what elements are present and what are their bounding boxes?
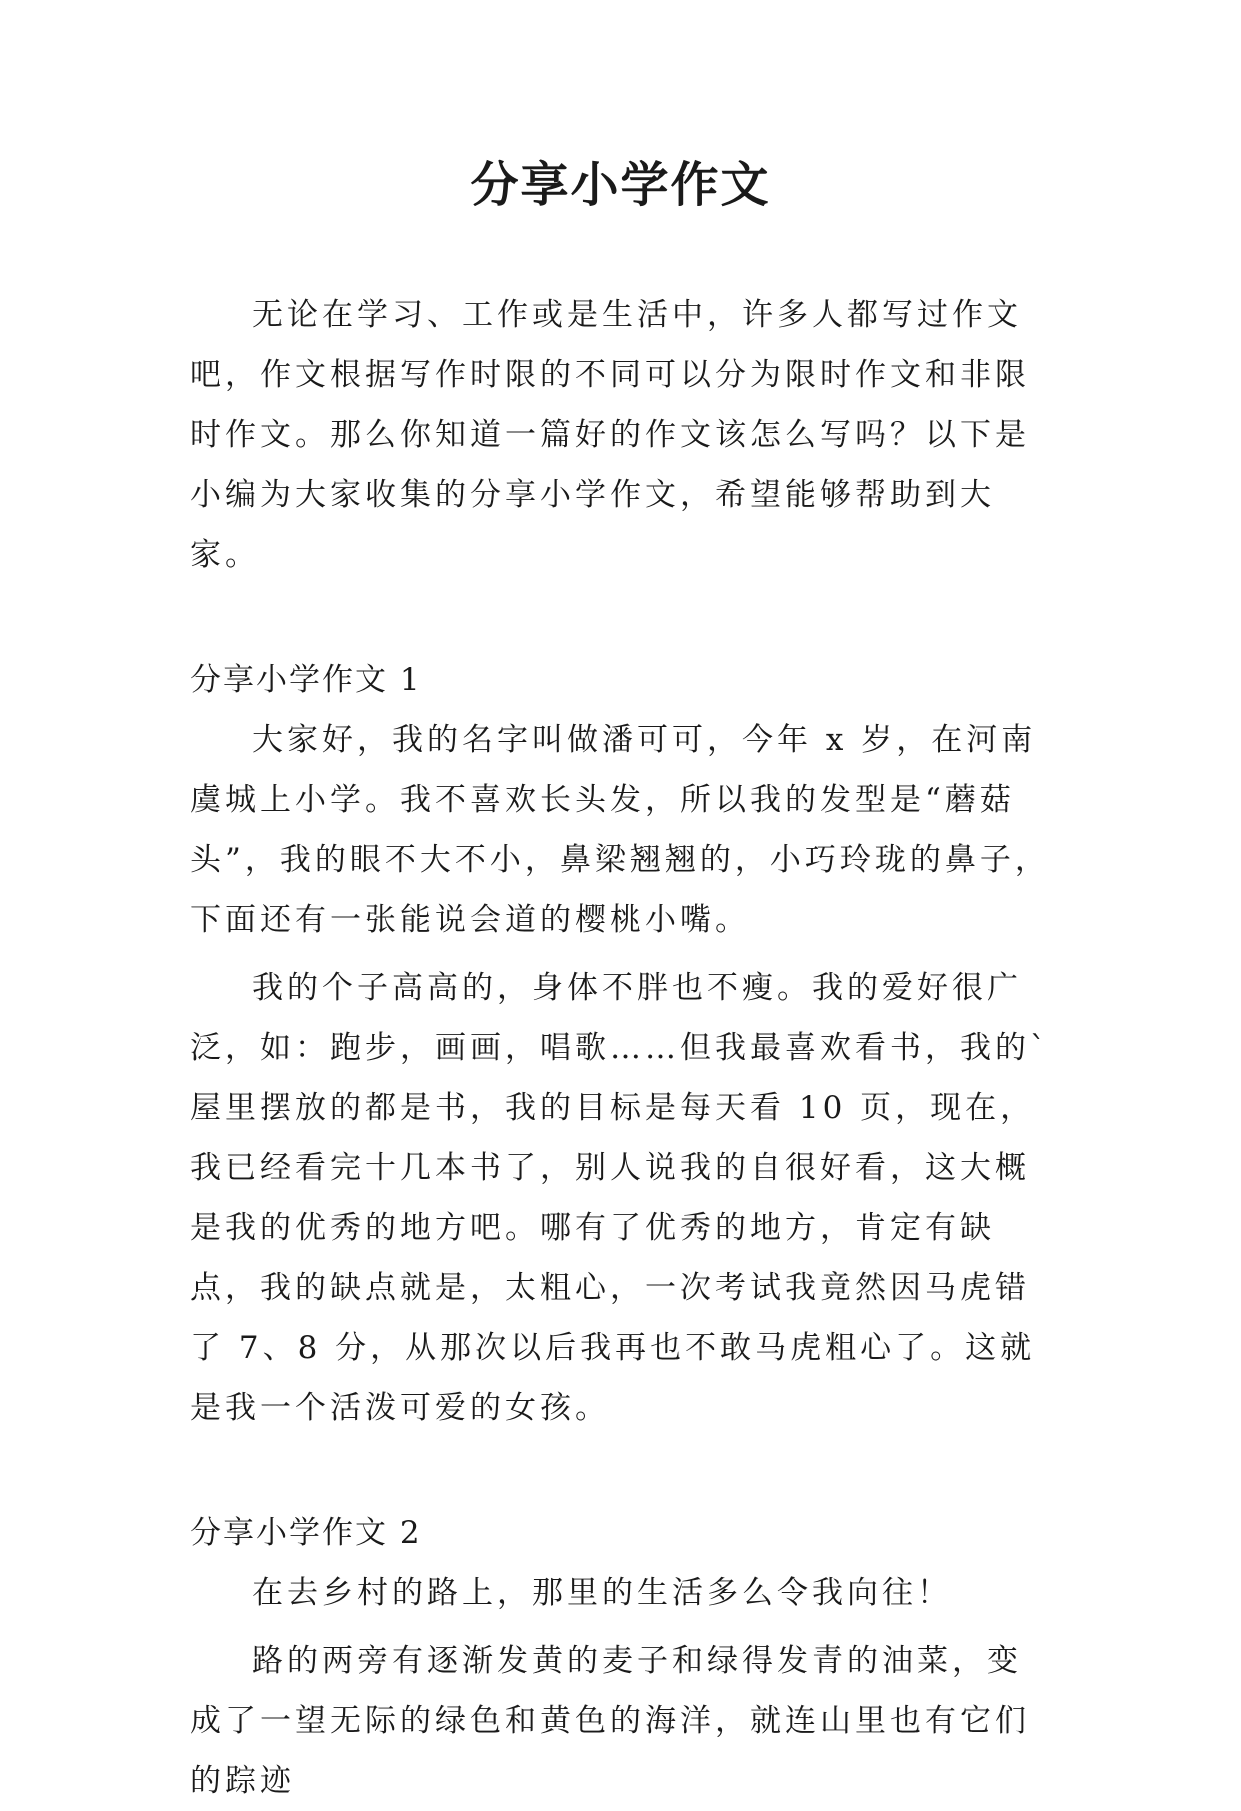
section-heading-1: 分享小学作文 1 [190,662,422,698]
section-1-paragraph-1: 大家好，我的名字叫做潘可可，今年 x 岁，在河南虞城上小学。我不喜欢长头发，所以我的发型是“蘑菇头”，我的眼不大不小，鼻梁翘翘的，小巧玲珑的鼻子，下面还有一张能说会道的樱桃小嘴。 [190,722,1050,938]
spacer [190,950,1050,958]
spacer [190,1438,1050,1503]
spacer [190,585,1050,650]
document-body [190,285,1050,1811]
section-heading-2: 分享小学作文 2 [190,1515,422,1551]
section-2-paragraph-2: 路的两旁有逐渐发黄的麦子和绿得发青的油菜，变成了一望无际的绿色和黄色的海洋，就连山里也有它们的踪迹 [190,1643,1030,1799]
spacer [190,1623,1050,1631]
section-1-paragraph-2: 我的个子高高的，身体不胖也不瘦。我的爱好很广泛，如：跑步，画画，唱歌……但我最喜欢看书，我的`屋里摆放的都是书，我的目标是每天看 10 页，现在，我已经看完十几本书了，别人说我的自很好看，这大概是我的优秀的地方吧。哪有了优秀的地方，肯定有缺点，我的缺点就是，太粗心，一次考试我竟然因马虎错了 7、8 分，从那次以后我再也不敢马虎粗心了。这就是我一个活泼可爱的女孩。 [190,970,1050,1426]
document-title: 分享小学作文 [470,157,771,213]
intro-paragraph: 无论在学习、工作或是生活中，许多人都写过作文吧，作文根据写作时限的不同可以分为限时作文和非限时作文。那么你知道一篇好的作文该怎么写吗？以下是小编为大家收集的分享小学作文，希望能够帮助到大家。 [190,297,1030,573]
section-2-paragraph-1: 在去乡村的路上，那里的生活多么令我向往！ [252,1575,952,1611]
